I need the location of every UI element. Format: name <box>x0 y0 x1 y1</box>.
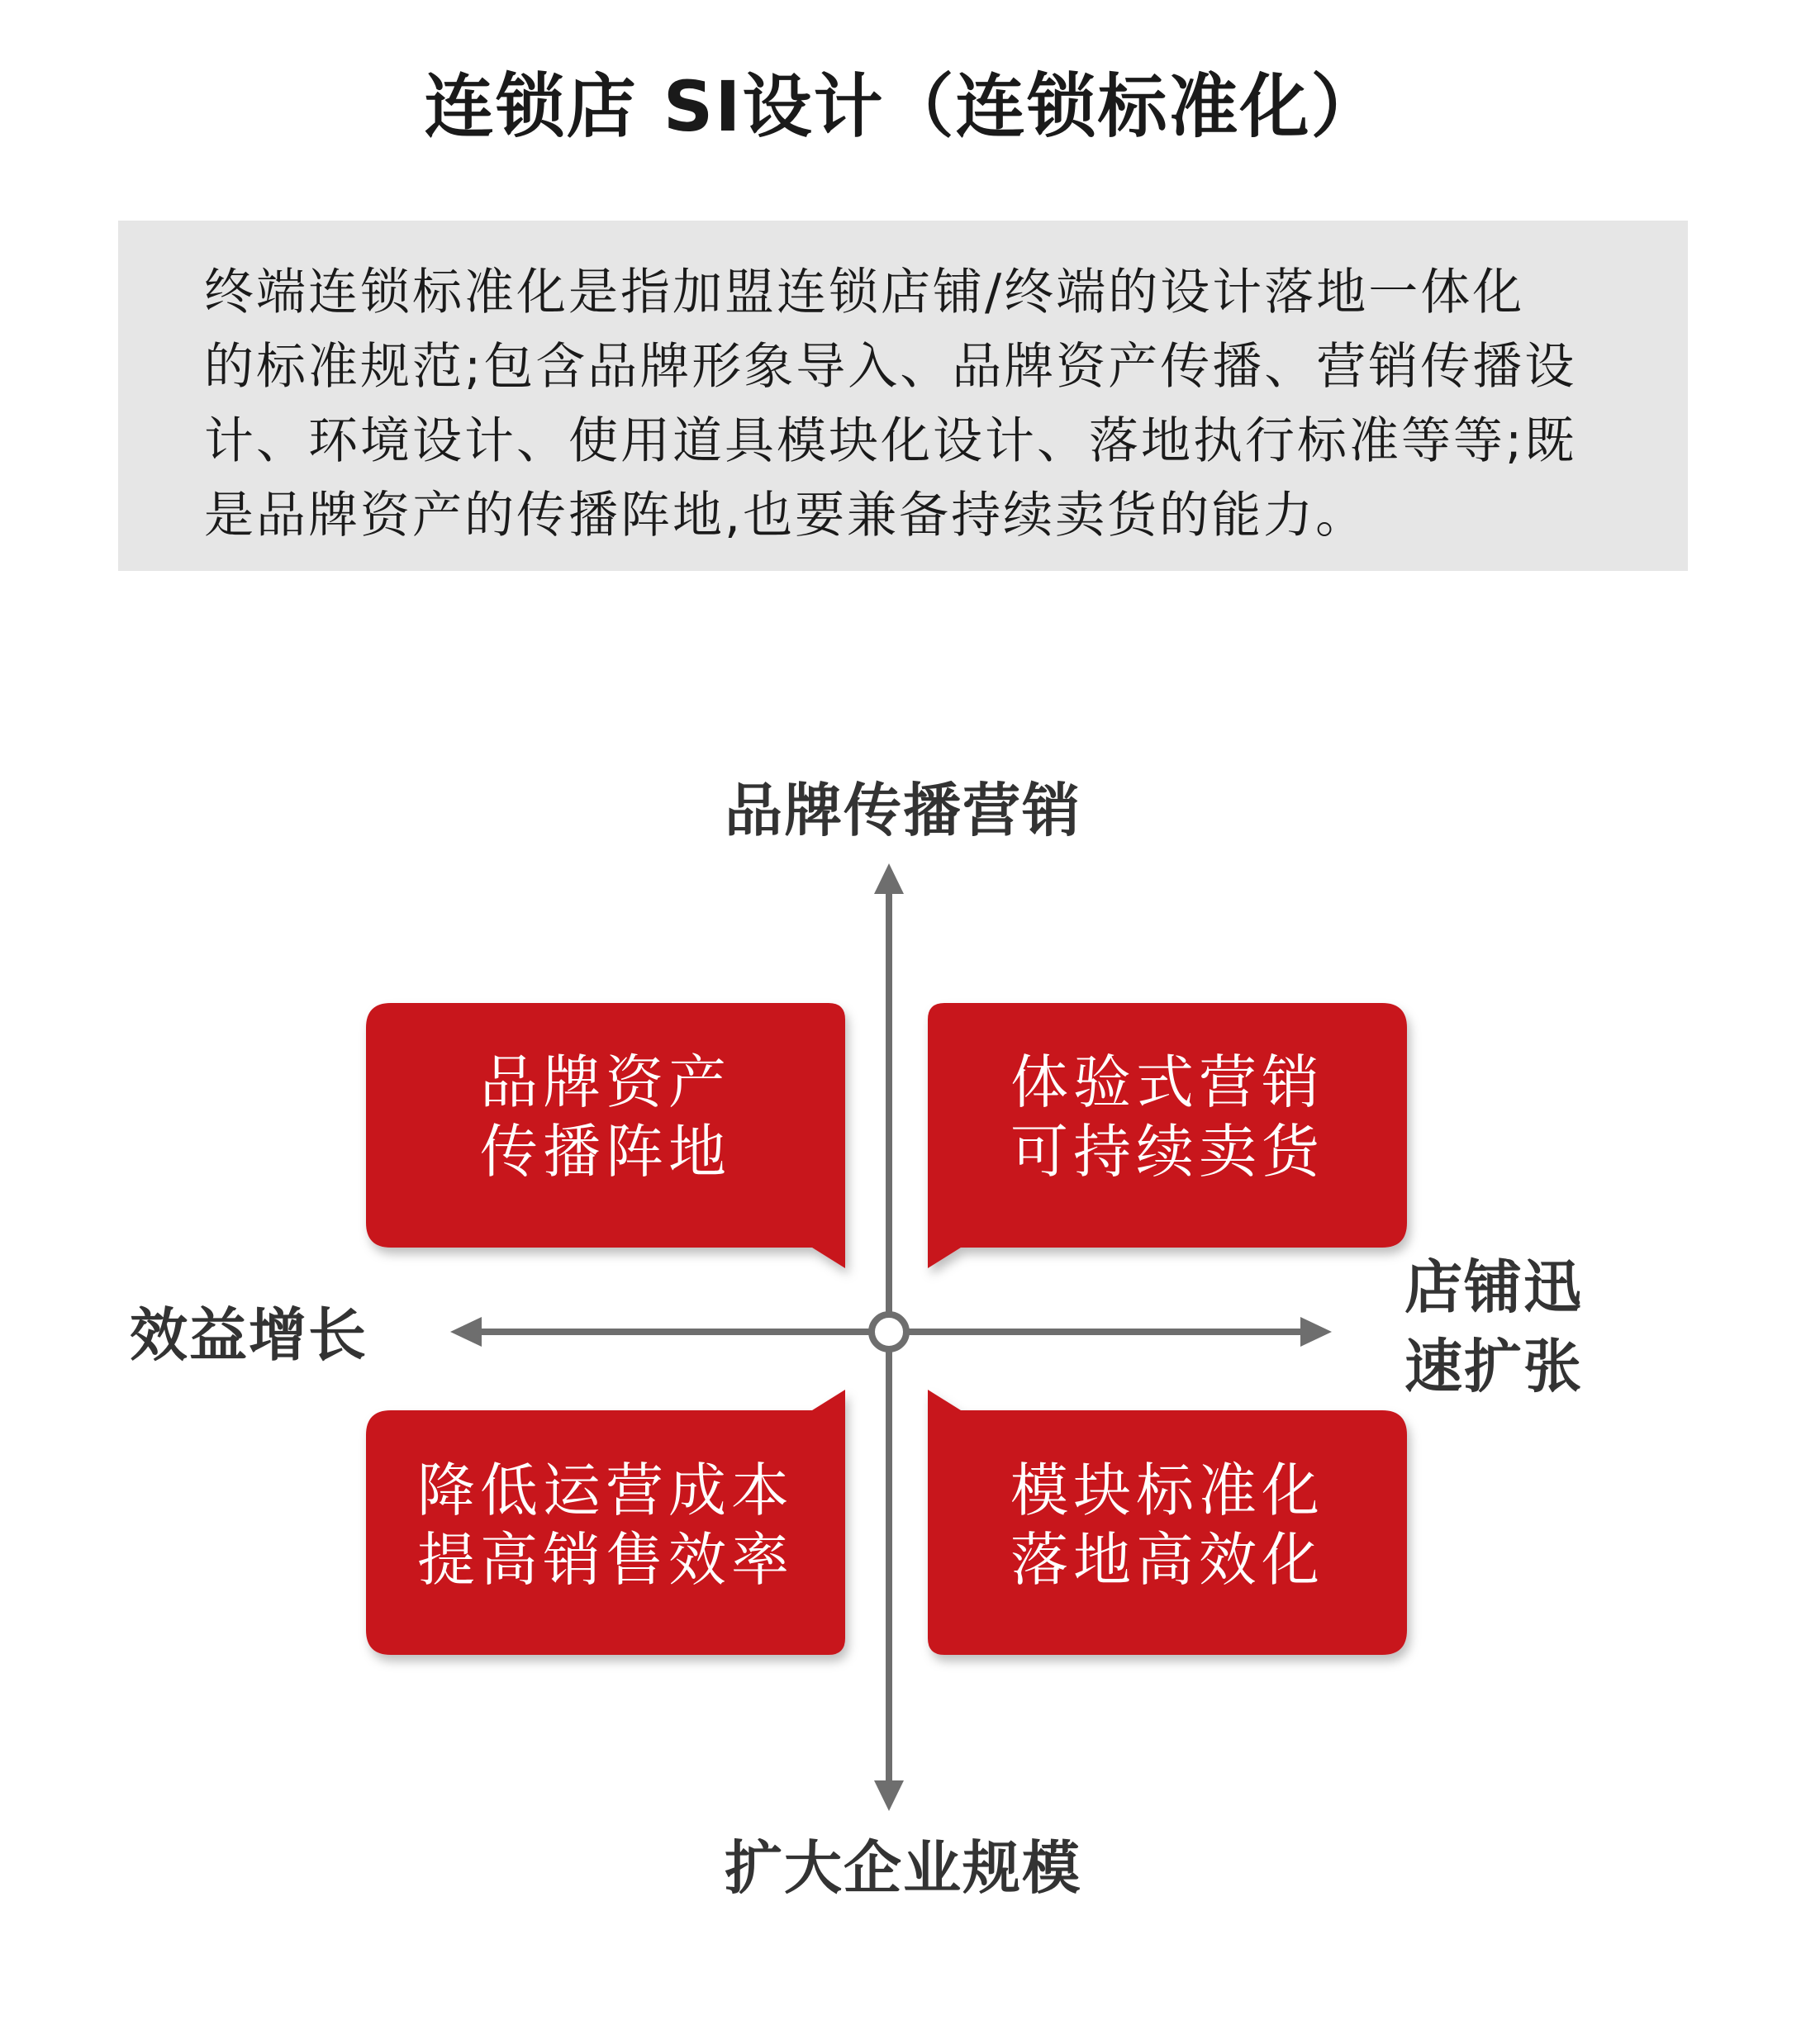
axis-label-bottom: 扩大企业规模 <box>725 1834 1081 1902</box>
arrow-down-icon <box>874 1780 904 1811</box>
quadrant-line: 落地高效化 <box>1010 1526 1324 1594</box>
page-title: 连锁店 SI设计（连锁标准化） <box>424 66 1382 147</box>
quadrant-line: 传播阵地 <box>480 1118 731 1186</box>
axis-label-top: 品牌传播营销 <box>725 777 1081 844</box>
arrow-right-icon <box>1300 1317 1332 1347</box>
quadrant-line: 提高销售效率 <box>417 1526 794 1594</box>
intro-line: 终端连锁标准化是指加盟连锁店铺/终端的设计落地一体化 <box>204 264 1525 321</box>
quadrant-label-top-right <box>928 1048 1407 1186</box>
quadrant-line: 体验式营销 <box>1010 1048 1324 1116</box>
intro-line: 是品牌资产的传播阵地,也要兼备持续卖货的能力。 <box>204 487 1368 544</box>
intro-line: 的标准规范;包含品牌形象导入、品牌资产传播、营销传播设 <box>204 338 1577 396</box>
axis-label-right-line: 店铺迅 <box>1404 1253 1583 1321</box>
quadrant-label-top-left <box>366 1048 845 1186</box>
quadrant-line: 可持续卖货 <box>1010 1118 1324 1186</box>
quadrant-label-bottom-left <box>366 1456 845 1595</box>
quadrant-line: 降低运营成本 <box>417 1457 794 1524</box>
axis-label-right-line: 速扩张 <box>1404 1333 1583 1400</box>
quadrant-line: 品牌资产 <box>480 1048 731 1116</box>
center-circle-icon <box>872 1314 906 1349</box>
axis-label-left: 效益增长 <box>130 1301 368 1369</box>
quadrant-line: 模块标准化 <box>1010 1457 1324 1524</box>
axis-label-right <box>1404 1248 1619 1406</box>
intro-line: 计、环境设计、使用道具模块化设计、落地执行标准等等;既 <box>204 412 1577 470</box>
arrow-left-icon <box>450 1317 482 1347</box>
arrow-up-icon <box>874 863 904 894</box>
quadrant-label-bottom-right <box>928 1456 1407 1595</box>
